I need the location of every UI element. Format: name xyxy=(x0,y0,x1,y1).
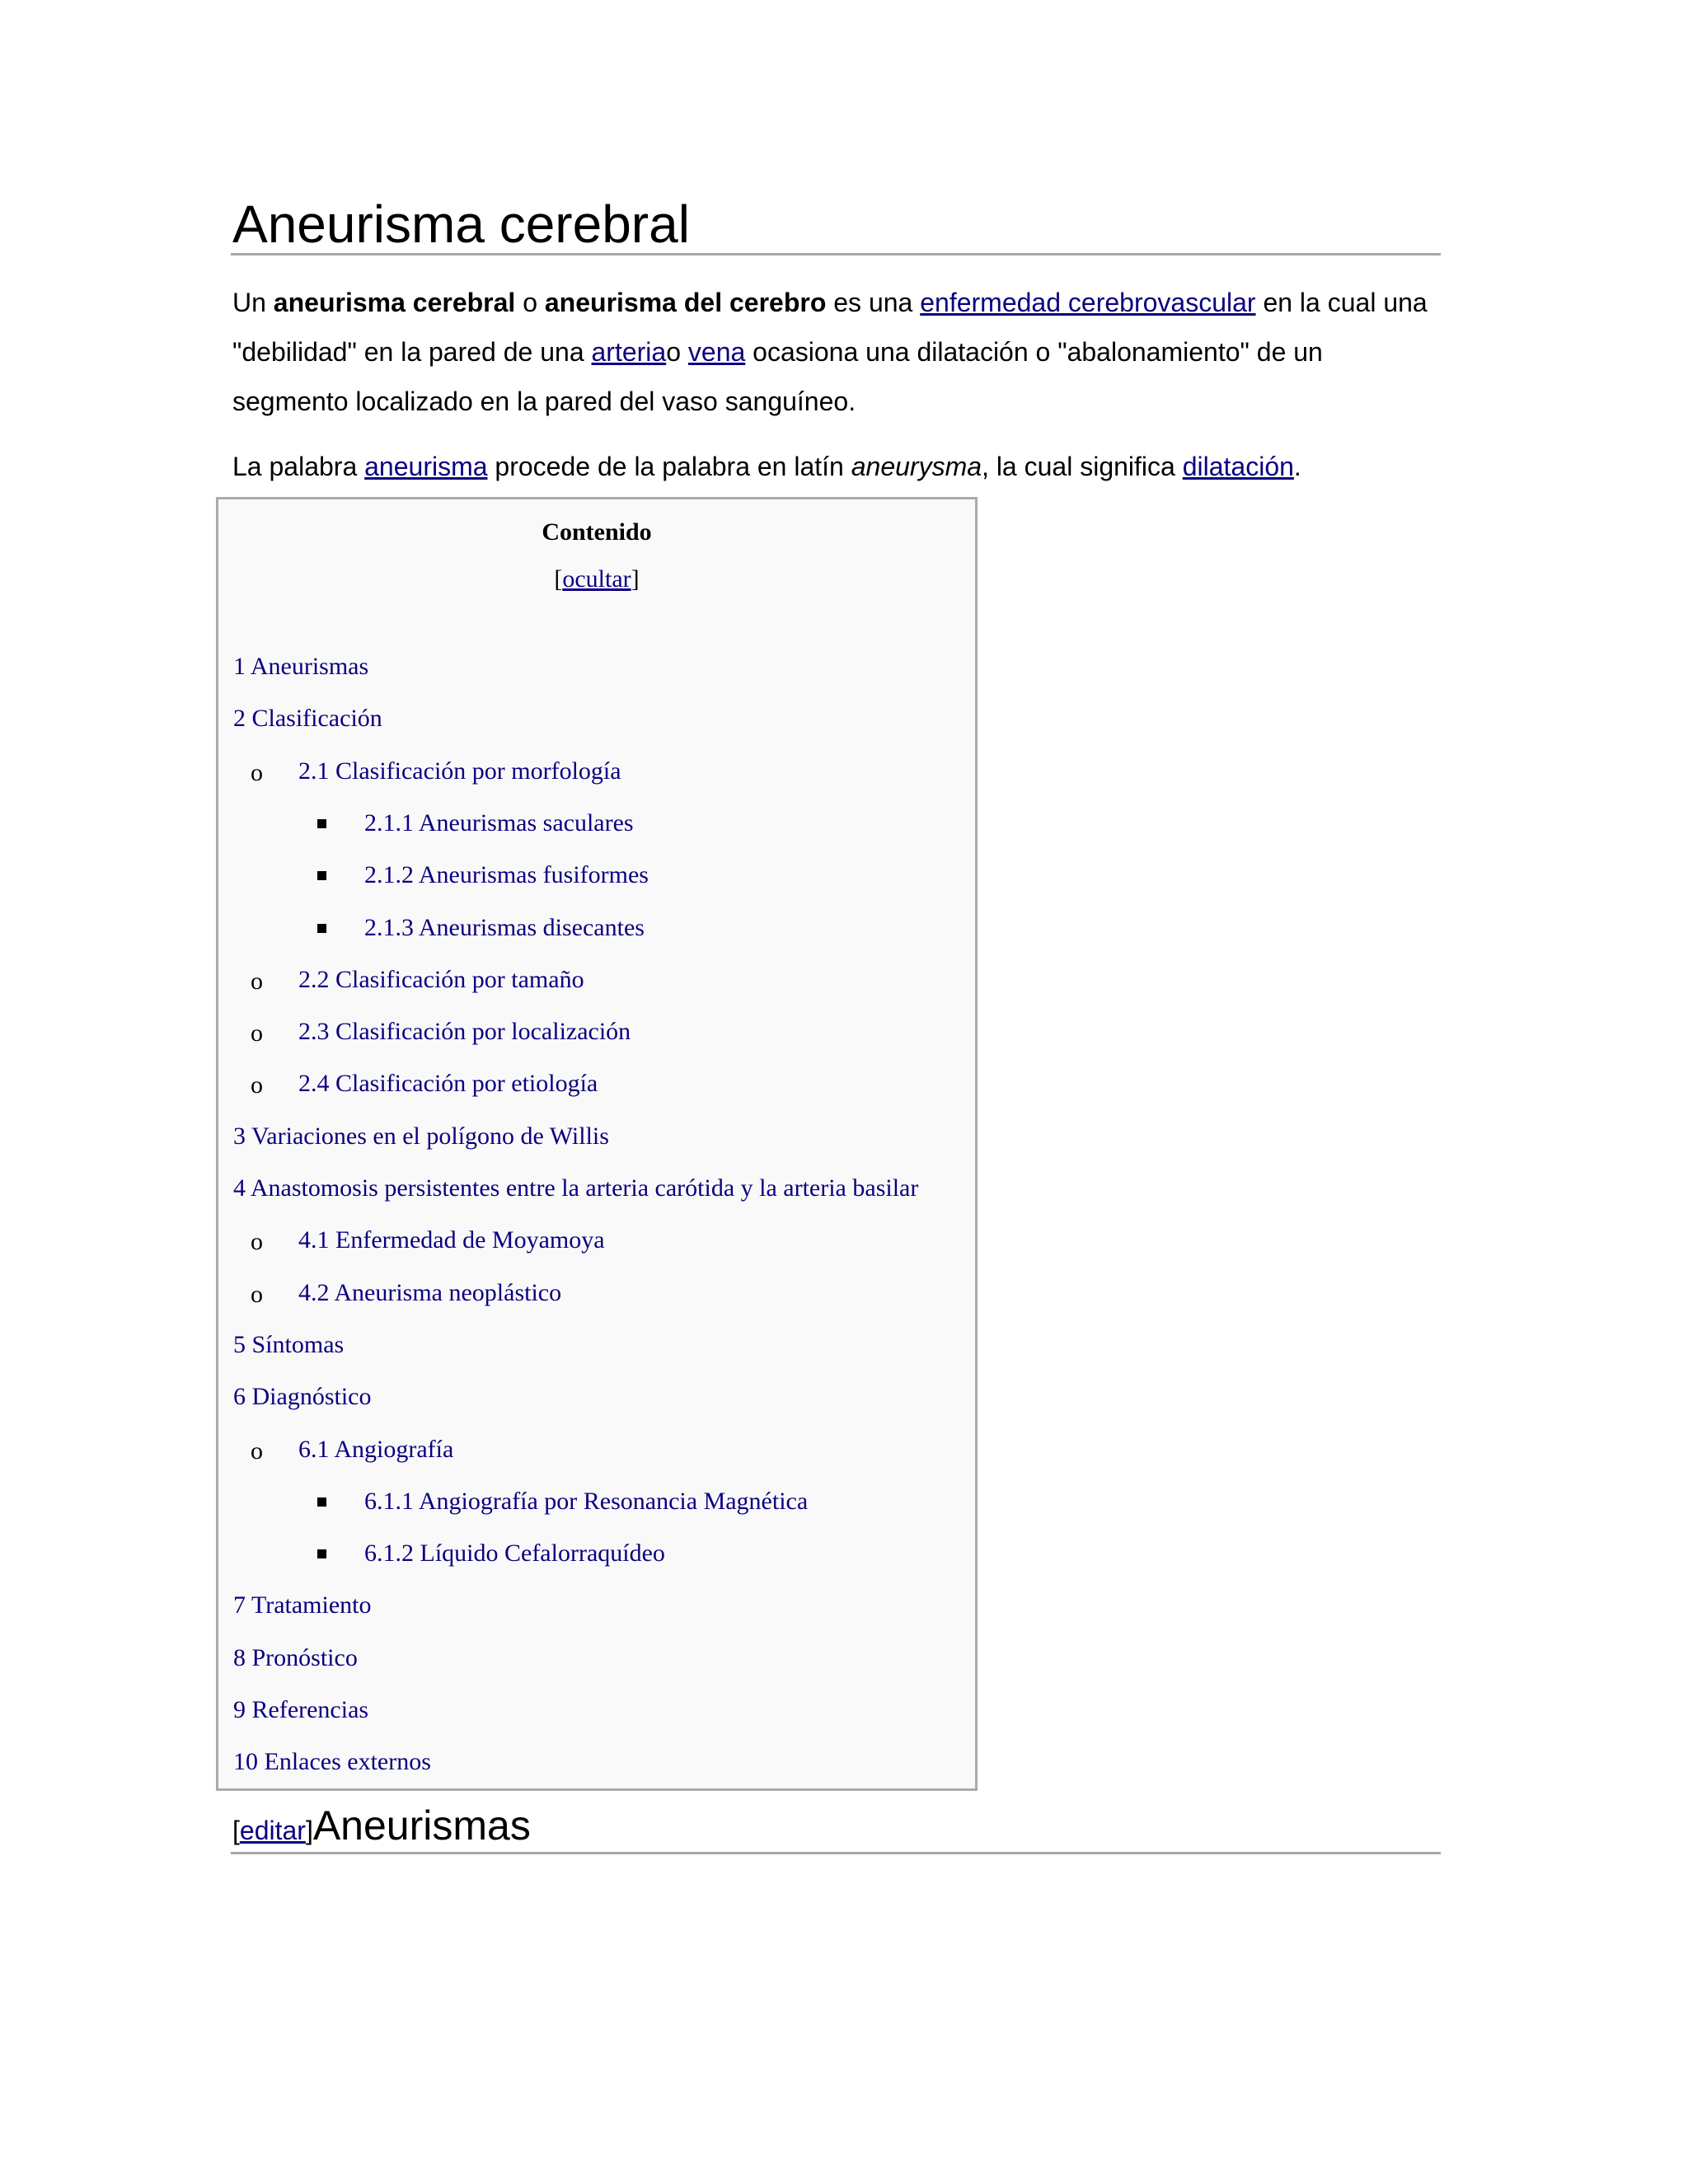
link-enfermedad-cerebrovascular[interactable]: enfermedad cerebrovascular xyxy=(920,288,1256,317)
toc-item[interactable]: 2.2 Clasificación por tamaño xyxy=(298,966,584,993)
section-heading-text: Aneurismas xyxy=(312,1802,531,1849)
section-divider xyxy=(231,1852,1441,1854)
toc-bullet-circle: o xyxy=(251,1019,263,1047)
edit-bracket: ] xyxy=(305,1816,313,1845)
toc-item[interactable]: 6.1 Angiografía xyxy=(298,1436,454,1463)
toc-hide-link[interactable]: ocultar xyxy=(562,565,631,593)
etymology-latin-term: aneurysma xyxy=(851,452,982,481)
section-heading-aneurismas xyxy=(232,1802,531,1849)
toc-item[interactable]: 5 Síntomas xyxy=(233,1331,345,1358)
toc-item[interactable]: 2.3 Clasificación por localización xyxy=(298,1018,631,1045)
toc-bullet-circle: o xyxy=(251,1071,263,1099)
table-of-contents xyxy=(216,497,978,1791)
toc-bullet-circle: o xyxy=(251,968,263,995)
etymology-text: , la cual significa xyxy=(982,452,1183,481)
toc-item[interactable]: 2.4 Clasificación por etiología xyxy=(298,1070,598,1097)
intro-text: ocasiona una dilatación o "abalonamiento" de un segmento localizado en la pared del vaso sanguíneo. xyxy=(232,337,1323,416)
toc-item[interactable]: 2 Clasificación xyxy=(233,705,382,732)
toc-item[interactable]: 2.1 Clasificación por morfología xyxy=(298,757,621,785)
toc-item[interactable]: 2.1.3 Aneurismas disecantes xyxy=(364,914,645,941)
etymology-text: procede de la palabra en latín xyxy=(487,452,851,481)
toc-bullet-circle: o xyxy=(251,759,263,786)
intro-text: o xyxy=(515,288,545,317)
toc-toggle-bracket: ] xyxy=(631,565,640,593)
etymology-paragraph xyxy=(232,442,1436,491)
toc-item[interactable]: 4.2 Aneurisma neoplástico xyxy=(298,1279,562,1306)
title-divider xyxy=(231,253,1441,255)
intro-text: o xyxy=(666,337,688,367)
toc-item[interactable]: 4.1 Enfermedad de Moyamoya xyxy=(298,1226,605,1254)
toc-bullet-square xyxy=(317,819,326,828)
toc-item[interactable]: 2.1.1 Aneurismas saculares xyxy=(364,809,634,837)
toc-item[interactable]: 9 Referencias xyxy=(233,1696,369,1723)
toc-item[interactable]: 8 Pronóstico xyxy=(233,1644,358,1671)
toc-item[interactable]: 3 Variaciones en el polígono de Willis xyxy=(233,1122,609,1150)
intro-paragraph xyxy=(232,278,1436,426)
toc-item[interactable]: 6 Diagnóstico xyxy=(233,1383,372,1410)
toc-bullet-square xyxy=(317,871,326,880)
section-edit xyxy=(232,1816,313,1845)
toc-item[interactable]: 10 Enlaces externos xyxy=(233,1748,431,1775)
toc-bullet-circle: o xyxy=(251,1437,263,1465)
edit-bracket: [ xyxy=(232,1816,240,1845)
toc-bullet-square xyxy=(317,924,326,933)
toc-title: Contenido xyxy=(542,518,652,546)
toc-bullet-circle: o xyxy=(251,1281,263,1308)
toc-item[interactable]: 1 Aneurismas xyxy=(233,653,369,680)
page-title: Aneurisma cerebral xyxy=(232,194,690,254)
toc-bullet-circle: o xyxy=(251,1228,263,1255)
link-aneurisma[interactable]: aneurisma xyxy=(364,452,488,481)
toc-toggle xyxy=(218,561,975,598)
toc-bullet-square xyxy=(317,1549,326,1558)
link-vena[interactable]: vena xyxy=(687,337,746,367)
toc-item[interactable]: 2.1.2 Aneurismas fusiformes xyxy=(364,861,649,888)
intro-bold-term: aneurisma del cerebro xyxy=(544,288,827,317)
intro-text: Un xyxy=(232,288,274,317)
toc-item[interactable]: 4 Anastomosis persistentes entre la arteria carótida y la arteria basilar xyxy=(233,1174,919,1202)
edit-link[interactable]: editar xyxy=(239,1816,306,1845)
intro-bold-term: aneurisma cerebral xyxy=(273,288,516,317)
intro-text: en la cual una "debilidad" en la pared de una xyxy=(232,288,1428,367)
link-dilatacion[interactable]: dilatación xyxy=(1182,452,1294,481)
toc-bullet-square xyxy=(317,1497,326,1507)
toc-toggle-bracket: [ xyxy=(554,565,563,593)
toc-item[interactable]: 7 Tratamiento xyxy=(233,1591,372,1619)
etymology-text: La palabra xyxy=(232,452,365,481)
intro-text: es una xyxy=(826,288,921,317)
link-arteria[interactable]: arteria xyxy=(591,337,667,367)
etymology-text: . xyxy=(1293,452,1301,481)
toc-item[interactable]: 6.1.1 Angiografía por Resonancia Magnética xyxy=(364,1488,809,1515)
toc-item[interactable]: 6.1.2 Líquido Cefalorraquídeo xyxy=(364,1540,665,1567)
